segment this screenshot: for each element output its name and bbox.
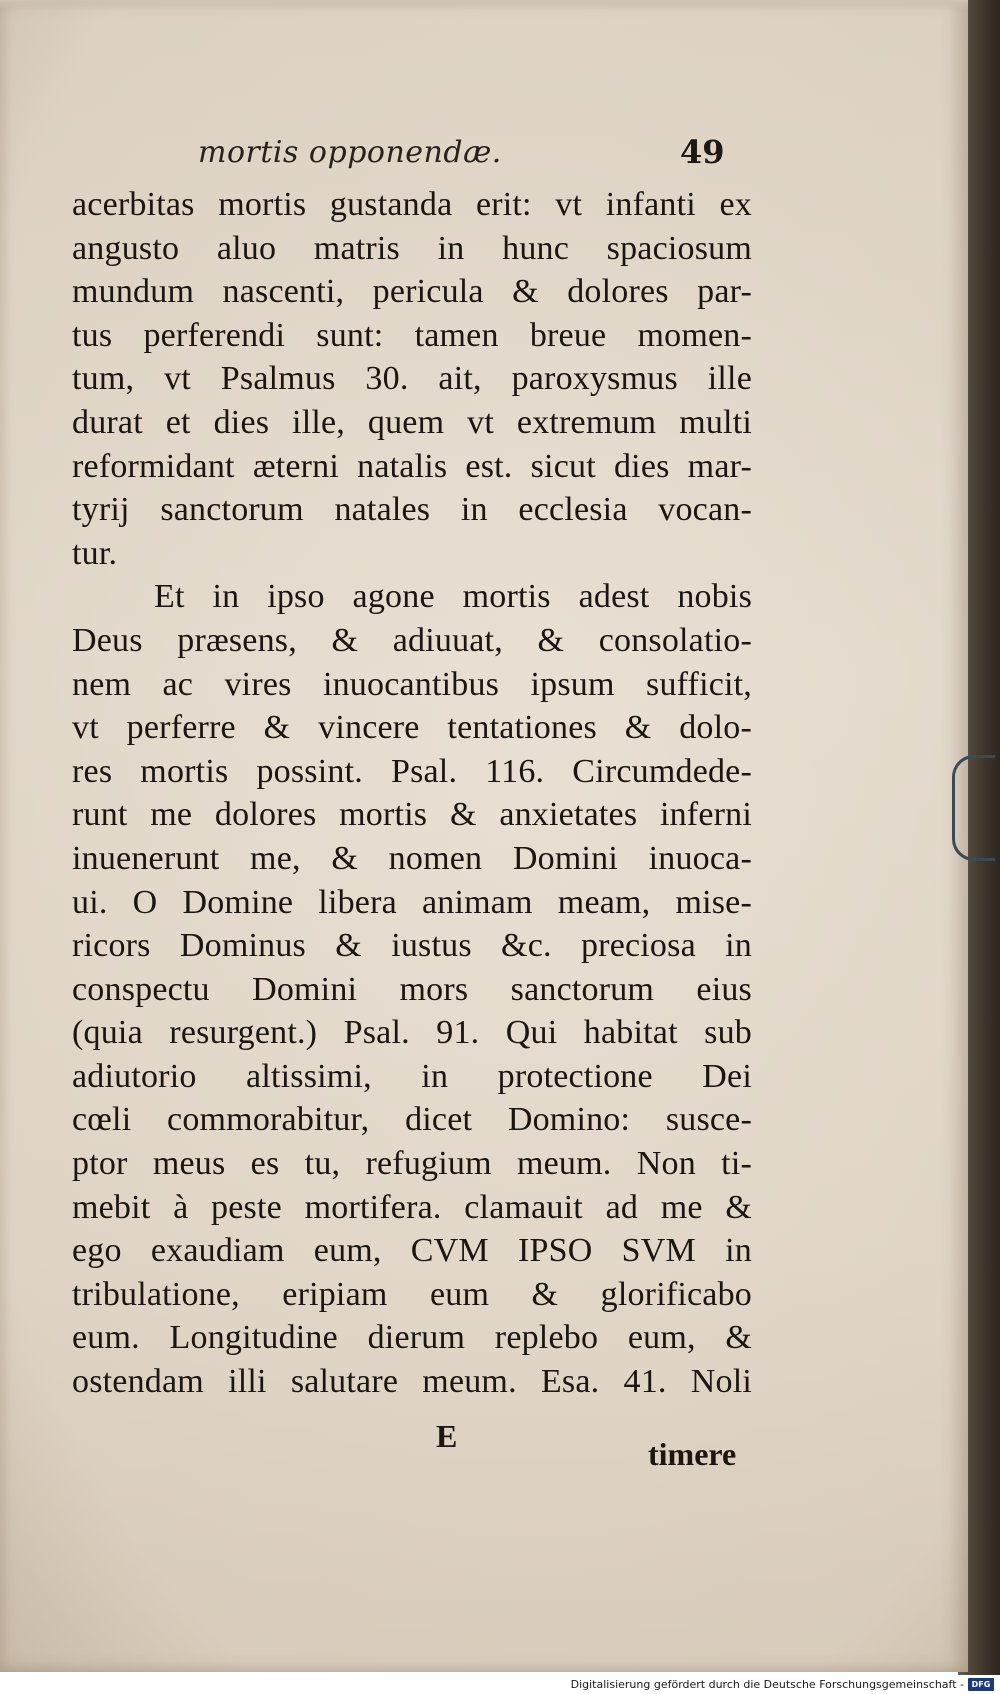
page-top-edge [0,0,968,10]
text-line: mundum nascenti, pericula & dolores par- [72,273,752,311]
text-line: durat et dies ille, quem vt extremum multi [72,403,752,441]
text-line: nem ac vires inuocantibus ipsum sufficit, [72,665,752,703]
text-line: vt perferre & vincere tentationes & dolo- [72,709,752,747]
text-line: runt me dolores mortis & anxietates inferni [72,796,752,834]
page-number: 49 [680,133,725,171]
text-line: tyrij sanctorum natales in ecclesia vocan- [72,491,752,529]
footer-credit: Digitalisierung gefördert durch die Deutsche Forschungsgemeinschaft - [570,1678,964,1691]
text-line: Deus præsens, & adiuuat, & consolatio- [72,621,752,659]
text-line: ego exaudiam eum, CVM IPSO SVM in [72,1232,752,1270]
text-line: ptor meus es tu, refugium meum. Non ti- [72,1145,752,1183]
text-line: conspectu Domini mors sanctorum eius [72,970,752,1008]
text-line: tur. [72,534,118,572]
catchword: timere [648,1436,737,1472]
body-text [72,183,752,1404]
text-line: reformidant æterni natalis est. sicut dies mar- [72,447,752,485]
text-line: angusto aluo matris in hunc spaciosum [72,229,752,267]
text-line: inuenerunt me, & nomen Domini inuoca- [72,839,752,877]
text-line: mebit à peste mortifera. clamauit ad me & [72,1188,752,1226]
text-line: tribulatione, eripiam eum & glorificabo [72,1275,752,1313]
text-line: eum. Longitudine dierum replebo eum, & [72,1319,752,1357]
text-line: ostendam illi salutare meum. Esa. 41. Noli [72,1363,752,1401]
paragraph-start-line: Et in ipso agone mortis adest nobis [154,578,752,616]
text-line: ui. O Domine libera animam meam, mise- [72,883,752,921]
text-line: tum, vt Psalmus 30. ait, paroxysmus ille [72,360,752,398]
text-line: cœli commorabitur, dicet Domino: susce- [72,1101,752,1139]
page-clip [952,755,995,861]
text-line: acerbitas mortis gustanda erit: vt infanti ex [72,186,752,223]
text-line: tus perferendi sunt: tamen breue momen- [72,316,752,354]
dfg-logo-icon: DFG [968,1678,994,1691]
text-line: ricors Dominus & iustus &c. preciosa in [72,927,752,965]
text-line: (quia resurgent.) Psal. 91. Qui habitat sub [72,1014,752,1052]
signature-mark: E [436,1418,458,1454]
text-line: adiutorio altissimi, in protectione Dei [72,1057,752,1095]
text-line: res mortis possint. Psal. 116. Circumdede- [72,752,752,790]
running-head: mortis opponendæ. [198,135,502,170]
